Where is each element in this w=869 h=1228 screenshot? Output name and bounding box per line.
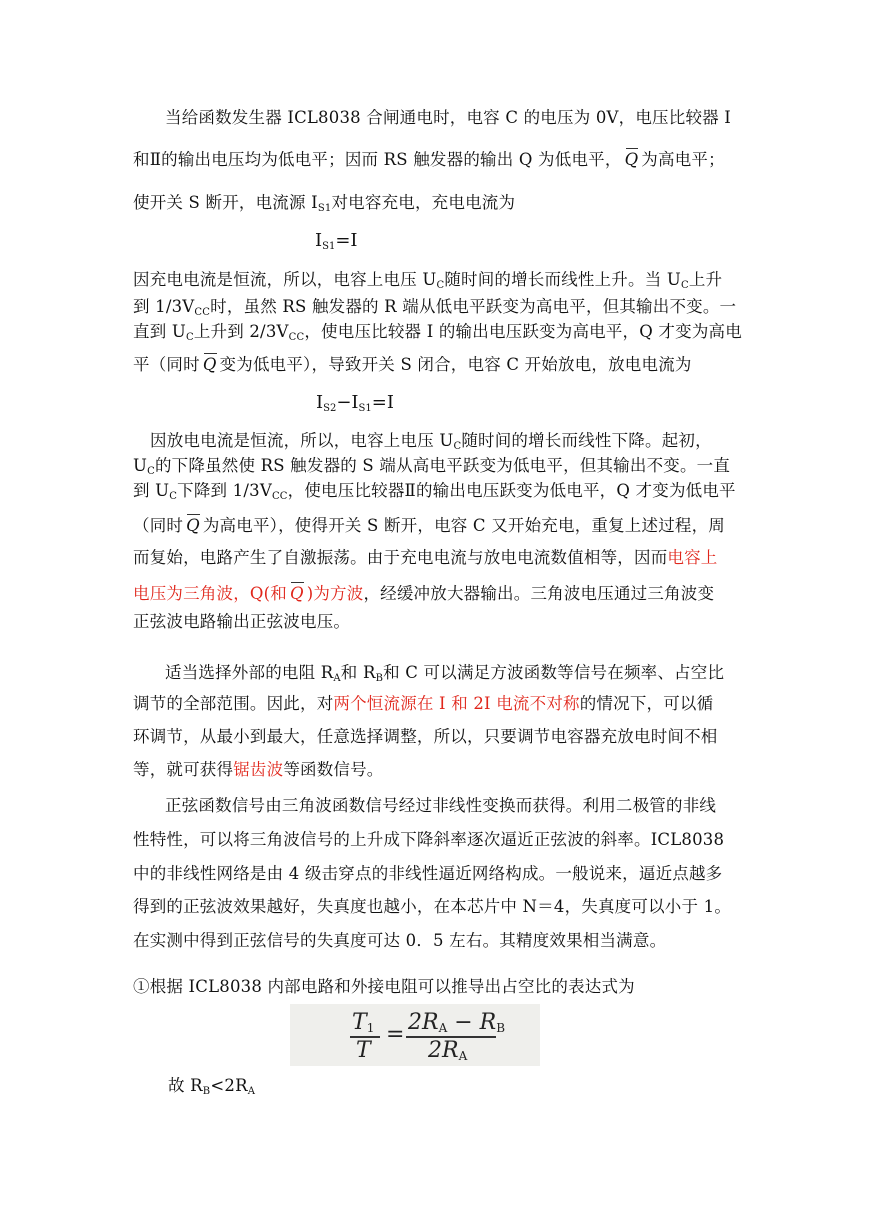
p4-l1-a: 适当选择外部的电阻 R <box>165 663 334 682</box>
eq2-minus: −I <box>336 392 359 413</box>
q-bar-symbol: Q <box>622 150 642 169</box>
p3-line-7: 正弦波电路输出正弦波电压。 <box>133 612 351 631</box>
p1-line-2 <box>133 146 725 170</box>
formula-t: T <box>352 1010 367 1035</box>
p2-line-2 <box>133 293 736 318</box>
p5-line-3: 中的非线性网络是由 4 级击穿点的非线性逼近网络构成。一般说来，逼近点越多 <box>133 864 723 883</box>
subscript: B <box>375 673 384 684</box>
subscript: A <box>458 1049 468 1063</box>
subscript: C <box>185 332 194 343</box>
p4-line-1 <box>165 659 724 684</box>
p3-l2-b: 的下降虽然使 RS 触发器的 S 端从高电平跃变为低电平，但其输出不变。一直 <box>154 456 731 475</box>
eq1-i: I <box>315 230 323 251</box>
subscript: CC <box>271 491 288 502</box>
subscript: 1 <box>366 1021 375 1035</box>
conclusion-line <box>168 1072 255 1097</box>
q-bar-symbol: Q <box>200 355 220 374</box>
p3-line-6 <box>133 580 714 604</box>
q-bar-symbol: Q <box>183 516 203 535</box>
p1-line-3-tail: 对电容充电，充电电流为 <box>331 193 516 212</box>
p3-l5-a: 而复始，电路产生了自激振荡。由于充电电流与放电电流数值相等，因而 <box>133 548 668 567</box>
eq2-rhs: =I <box>371 392 394 413</box>
highlight-text: 电压为三角波，Q(和 <box>133 584 287 603</box>
eq1-sub: S1 <box>322 241 336 252</box>
q-bar-symbol: Q <box>287 584 307 603</box>
p3-line-5 <box>133 544 718 568</box>
formula-2ra-den: 2R <box>428 1038 459 1063</box>
p2-line-4 <box>133 351 692 375</box>
subscript: C <box>436 280 445 291</box>
p2-l3-a: 直到 U <box>133 322 186 341</box>
p3-line-3 <box>133 477 736 502</box>
highlight-text: 两个恒流源在 I 和 2I 电流不对称 <box>333 694 580 713</box>
p2-l2-b: 时，虽然 RS 触发器的 R 端从低电平跃变为高电平，但其输出不变。一 <box>210 297 737 316</box>
p3-l6-b: ，经缓冲放大器输出。三角波电压通过三角波变 <box>363 584 715 603</box>
p7-a: 故 R <box>168 1076 203 1095</box>
subscript: C <box>147 466 155 477</box>
subscript: CC <box>194 307 211 318</box>
subscript: C <box>453 441 462 452</box>
equation-discharge-current <box>316 392 394 414</box>
subscript: B <box>496 1021 506 1035</box>
p6-line-1: ①根据 ICL8038 内部电路和外接电阻可以推导出占空比的表达式为 <box>133 977 635 996</box>
formula-denominator-left: T <box>356 1038 371 1063</box>
p1-line-1: 当给函数发生器 ICL8038 合闸通电时，电容 C 的电压为 0V，电压比较器 I <box>165 108 732 127</box>
eq2-i: I <box>316 392 324 413</box>
formula-equals: = <box>386 1022 405 1047</box>
p4-line-4 <box>133 756 384 780</box>
subscript: A <box>247 1086 256 1097</box>
p3-l4-b: 为高电平），使得开关 S 断开，电容 C 又开始充电，重复上述过程，周 <box>202 516 726 535</box>
p2-l1-a: 因充电电流是恒流，所以，电容上电压 U <box>133 270 437 289</box>
p1-line-2-tail: 为高电平； <box>641 150 725 169</box>
subscript: A <box>438 1021 448 1035</box>
p5-line-5: 在实测中得到正弦信号的失真度可达 0．5 左右。其精度效果相当满意。 <box>133 931 667 950</box>
p4-l1-b: 和 R <box>340 663 376 682</box>
p1-line-3-text: 使开关 S 断开，电流源 I <box>133 193 318 212</box>
p3-l3-b: 下降到 1/3V <box>177 481 272 500</box>
p3-l1-b: 随时间的增长而线性下降。起初， <box>461 431 712 450</box>
subscript: C <box>680 280 689 291</box>
p2-l4-b: 变为低电平），导致开关 S 闭合，电容 C 开始放电，放电电流为 <box>219 355 692 374</box>
p1-line-2-text: 和Ⅱ的输出电压均为低电平；因而 RS 触发器的输出 Q 为低电平， <box>133 150 622 169</box>
subscript: S2 <box>323 403 337 414</box>
p2-line-1 <box>133 266 722 291</box>
p2-l3-c: ，使电压比较器 I 的输出电压跃变为高电平，Q 才变为高电 <box>304 322 742 341</box>
p3-l2-a: U <box>133 456 148 475</box>
p7-b: <2R <box>210 1076 248 1095</box>
p3-l1-a: 因放电电流是恒流，所以，电容上电压 U <box>150 431 454 450</box>
formula-numerator-right <box>408 1010 505 1035</box>
p4-line-3: 环调节，从最小到最大，任意选择调整，所以，只要调节电容器充放电时间不相 <box>133 727 718 746</box>
highlight-text: )为方波 <box>306 584 364 603</box>
highlight-text: 锯齿波 <box>233 760 284 779</box>
p3-line-2 <box>133 452 730 477</box>
p3-line-4 <box>133 512 725 536</box>
highlight-text: 电容上 <box>667 548 718 567</box>
subscript: C <box>169 491 178 502</box>
p4-l2-b: 的情况下，可以循 <box>579 694 714 713</box>
formula-numerator-left <box>352 1010 374 1035</box>
duty-cycle-formula <box>290 1004 540 1066</box>
subscript: S1 <box>358 403 372 414</box>
p3-line-1 <box>150 427 712 452</box>
p1-line-3 <box>133 189 515 214</box>
p2-l4-a: 平（同时 <box>133 355 200 374</box>
p3-l3-c: ，使电压比较器Ⅱ的输出电压跃变为低电平，Q 才变为低电平 <box>287 481 736 500</box>
eq1-rhs: =I <box>335 230 358 251</box>
p4-line-2 <box>133 690 713 714</box>
p2-l3-b: 上升到 2/3V <box>193 322 289 341</box>
p4-l4-b: 等函数信号。 <box>283 760 384 779</box>
p2-l2-a: 到 1/3V <box>133 297 195 316</box>
formula-minus-rb: − R <box>447 1010 497 1035</box>
formula-denominator-right <box>428 1038 467 1063</box>
subscript: B <box>202 1086 211 1097</box>
subscript: A <box>333 673 341 684</box>
p4-l4-a: 等，就可获得 <box>133 760 234 779</box>
p4-l1-c: 和 C 可以满足方波函数等信号在频率、占空比 <box>383 663 725 682</box>
p2-line-3 <box>133 318 742 343</box>
equation-charge-current <box>315 230 358 252</box>
p2-l1-b: 随时间的增长而线性上升。当 U <box>444 270 681 289</box>
formula-2ra: 2R <box>408 1010 439 1035</box>
p5-line-2: 性特性，可以将三角波信号的上升成下降斜率逐次逼近正弦波的斜率。ICL8038 <box>133 830 725 849</box>
p4-l2-a: 调节的全部范围。因此，对 <box>133 694 334 713</box>
p3-l4-a: （同时 <box>133 516 184 535</box>
p5-line-1: 正弦函数信号由三角波函数信号经过非线性变换而获得。利用二极管的非线 <box>165 796 717 815</box>
p5-line-4: 得到的正弦波效果越好，失真度也越小，在本芯片中 N＝4，失真度可以小于 1。 <box>133 897 732 916</box>
p3-l3-a: 到 U <box>133 481 170 500</box>
subscript: CC <box>288 332 305 343</box>
subscript: S1 <box>317 203 332 214</box>
p2-l1-c: 上升 <box>688 270 723 289</box>
